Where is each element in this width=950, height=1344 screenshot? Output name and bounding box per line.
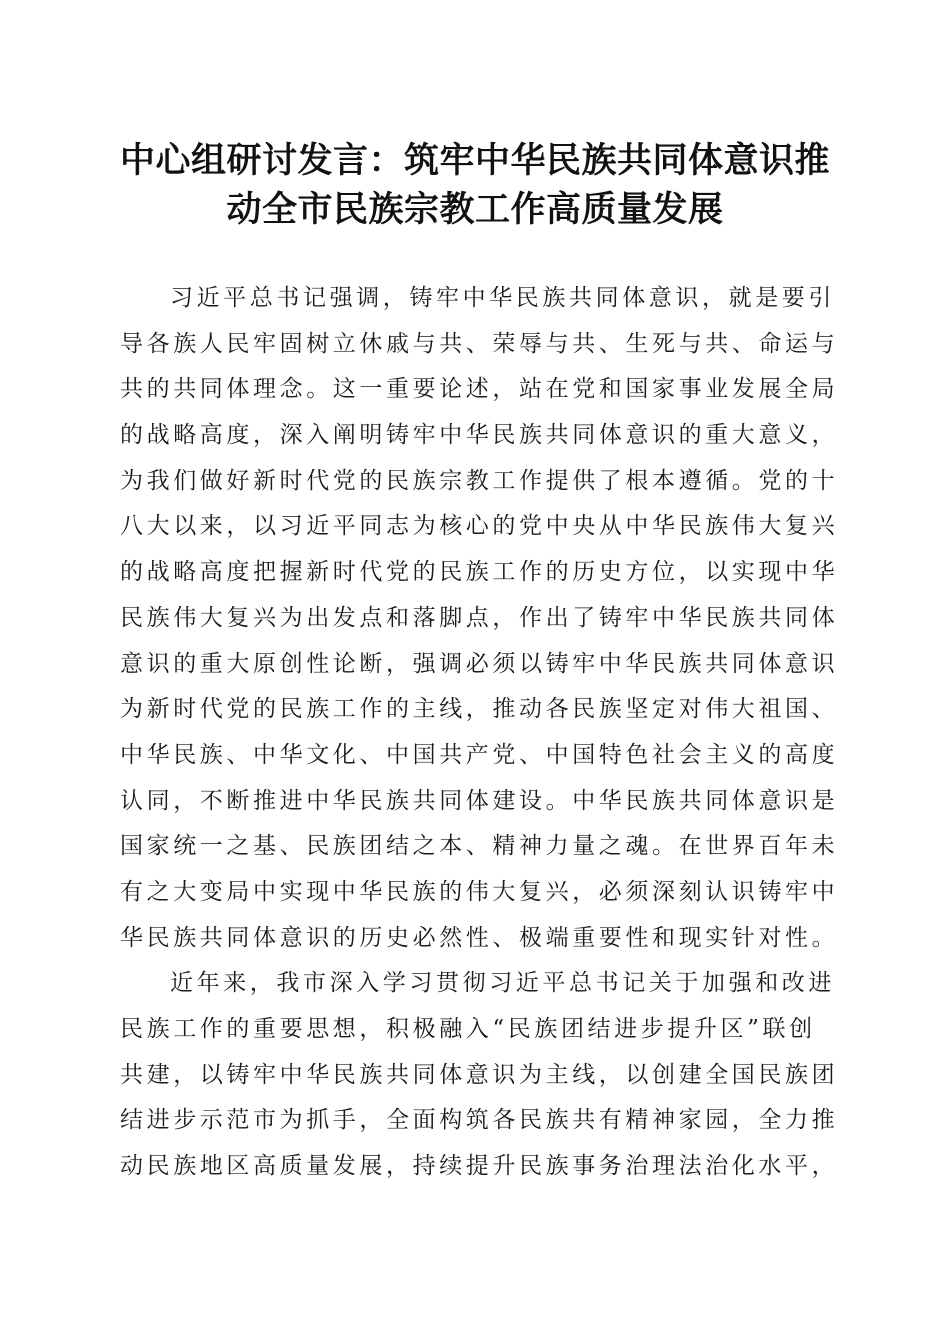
document-body [120,276,839,1190]
text-line: 华民族共同体意识的历史必然性、极端重要性和现实针对性。 [120,924,839,951]
text-line: 中华民族、中华文化、中国共产党、中国特色社会主义的高度 [120,741,839,768]
text-line: 的战略高度把握新时代党的民族工作的历史方位，以实现中华 [120,559,839,586]
paragraph-1 [120,276,839,961]
text-line: 结进步示范市为抓手，全面构筑各民族共有精神家园，全力推 [120,1107,839,1134]
title-line: 中心组研讨发言：筑牢中华民族共同体意识推 [119,140,830,181]
text-line: 近年来，我市深入学习贯彻习近平总书记关于加强和改进 [170,970,835,997]
text-line: 为新时代党的民族工作的主线，推动各民族坚定对伟大祖国、 [120,696,839,723]
text-line: 共建，以铸牢中华民族共同体意识为主线，以创建全国民族团 [120,1061,839,1088]
text-line: 认同，不断推进中华民族共同体建设。中华民族共同体意识是 [120,787,839,814]
document-title [110,136,840,234]
text-line: 习近平总书记强调，铸牢中华民族共同体意识，就是要引 [170,285,835,311]
text-line: 意识的重大原创性论断，强调必须以铸牢中华民族共同体意识 [120,650,839,677]
title-line: 动全市民族宗教工作高质量发展 [226,189,724,230]
text-line: 共的共同体理念。这一重要论述，站在党和国家事业发展全局 [120,376,839,403]
text-line: 民族伟大复兴为出发点和落脚点，作出了铸牢中华民族共同体 [120,604,839,631]
text-line: 八大以来，以习近平同志为核心的党中央从中华民族伟大复兴 [120,513,839,540]
text-line: 动民族地区高质量发展，持续提升民族事务治理法治化水平， [120,1153,839,1180]
text-line: 为我们做好新时代党的民族宗教工作提供了根本遵循。党的十 [120,467,839,494]
text-line: 的战略高度，深入阐明铸牢中华民族共同体意识的重大意义， [120,422,839,449]
text-line: 有之大变局中实现中华民族的伟大复兴，必须深刻认识铸牢中 [120,878,839,905]
text-line: 导各族人民牢固树立休戚与共、荣辱与共、生死与共、命运与 [120,330,839,357]
paragraph-2 [120,961,839,1189]
text-line: 民族工作的重要思想，积极融入“民族团结进步提升区”联创 [120,1016,816,1042]
text-line: 国家统一之基、民族团结之本、精神力量之魂。在世界百年未 [120,833,839,860]
